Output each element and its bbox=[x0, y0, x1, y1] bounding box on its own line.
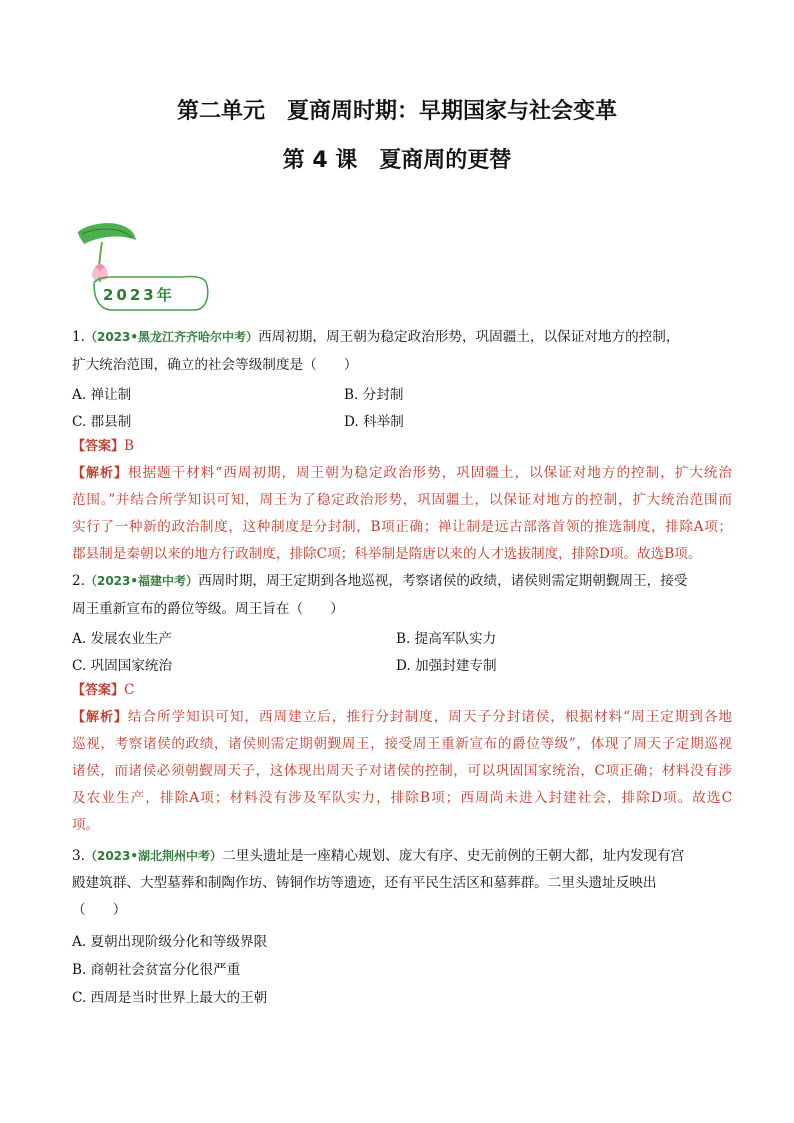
q2-analysis-3: 诸侯，而诸侯必须朝觐周天子，这体现出周天子对诸侯的控制，可以巩固国家统治，C项正确；材料没有涉 bbox=[72, 763, 732, 779]
q2-option-a: A. 发展农业生产 bbox=[72, 631, 173, 647]
q2-analysis-line-1 bbox=[72, 708, 732, 727]
q2-answer-tag: 【答案】 bbox=[72, 683, 125, 698]
q1-stem-1: 西周初期，周王朝为稳定政治形势，巩固疆土，以保证对地方的控制， bbox=[258, 329, 680, 345]
lesson-title: 第 4 课 夏商周的更替 bbox=[282, 148, 512, 173]
q1-answer-tag: 【答案】 bbox=[72, 439, 125, 454]
q2-source: （2023•福建中考） bbox=[84, 574, 199, 588]
q3-option-c: C. 西周是当时世界上最大的王朝 bbox=[72, 990, 268, 1006]
q3-stem-1: 二里头遗址是一座精心规划、庞大有序、史无前例的王朝大都，址内发现有宫 bbox=[222, 848, 685, 864]
q1-stem-2: 扩大统治范围，确立的社会等级制度是（ ） bbox=[72, 357, 358, 373]
q2-stem-1: 西周时期，周王定期到各地巡视，考察诸侯的政绩，诸侯则需定期朝觐周王，接受 bbox=[198, 573, 688, 589]
q2-option-c: C. 巩固国家统治 bbox=[72, 658, 173, 674]
q1-answer: B bbox=[124, 438, 135, 454]
q1-analysis-2: 范围。”并结合所学知识可知，周王为了稳定政治形势，巩固疆土，以保证对地方的控制，扩大统治范围而 bbox=[72, 492, 732, 508]
q1-option-d: D. 科举制 bbox=[344, 414, 404, 430]
q3-number: 3. bbox=[72, 848, 85, 864]
q1-analysis-3: 实行了一种新的政治制度，这种制度是分封制，B项正确；禅让制是远古部落首领的推选制度，排除A项； bbox=[72, 519, 732, 535]
q1-analysis-tag: 【解析】 bbox=[72, 466, 128, 481]
q1-number: 1. bbox=[72, 329, 85, 345]
q3-stem-2: 殿建筑群、大型墓葬和制陶作坊、铸铜作坊等遗迹，还有平民生活区和墓葬群。二里头遗址反映出 bbox=[72, 875, 657, 891]
q2-analysis-1: 结合所学知识可知，西周建立后，推行分封制度，周天子分封诸侯，根据材料“周王定期到各地 bbox=[127, 709, 732, 725]
q2-analysis-5: 项。 bbox=[72, 817, 100, 833]
q3-source: （2023•湖北荆州中考） bbox=[84, 849, 223, 863]
q3-option-a: A. 夏朝出现阶级分化和等级界限 bbox=[72, 934, 268, 950]
q2-analysis-tag: 【解析】 bbox=[72, 710, 128, 725]
q2-answer: C bbox=[124, 682, 135, 698]
q2-analysis-4: 及农业生产，排除A项；材料没有涉及军队实力，排除B项；西周尚未进入封建社会，排除D项。故选C bbox=[72, 790, 732, 806]
q1-analysis-line-1 bbox=[72, 464, 732, 483]
q1-option-a: A. 禅让制 bbox=[72, 387, 132, 403]
q2-stem-2: 周王重新宣布的爵位等级。周王旨在（ ） bbox=[72, 601, 344, 617]
q1-source: （2023•黑龙江齐齐哈尔中考） bbox=[84, 330, 259, 344]
q3-stem-3: （ ） bbox=[72, 902, 127, 918]
q2-number: 2. bbox=[72, 573, 85, 589]
q2-answer-line bbox=[72, 681, 732, 700]
q3-stem-line-1 bbox=[72, 847, 732, 865]
q2-analysis-2: 巡视，考察诸侯的政绩，诸侯则需定期朝觐周王，接受周王重新宣布的爵位等级”，体现了周天子定期巡视 bbox=[72, 736, 732, 752]
q1-option-b: B. 分封制 bbox=[344, 387, 404, 403]
q2-option-d: D. 加强封建专制 bbox=[396, 658, 497, 674]
q2-option-b: B. 提高军队实力 bbox=[396, 631, 497, 647]
q1-answer-line bbox=[72, 437, 732, 456]
q3-option-b: B. 商朝社会贫富分化很严重 bbox=[72, 962, 241, 978]
q1-analysis-1: 根据题干材料“西周初期，周王朝为稳定政治形势，巩固疆土，以保证对地方的控制，扩大统治 bbox=[127, 465, 732, 481]
q2-stem-line-1 bbox=[72, 572, 732, 590]
year-label: 2023年 bbox=[103, 286, 175, 304]
q1-stem-line-1 bbox=[72, 328, 732, 346]
q1-option-c: C. 郡县制 bbox=[72, 414, 132, 430]
unit-title: 第二单元 夏商周时期：早期国家与社会变革 bbox=[176, 99, 617, 124]
q1-analysis-4: 郡县制是秦朝以来的地方行政制度，排除C项；科举制是隋唐以来的人才选拔制度，排除D项。故选B项。 bbox=[72, 546, 702, 562]
